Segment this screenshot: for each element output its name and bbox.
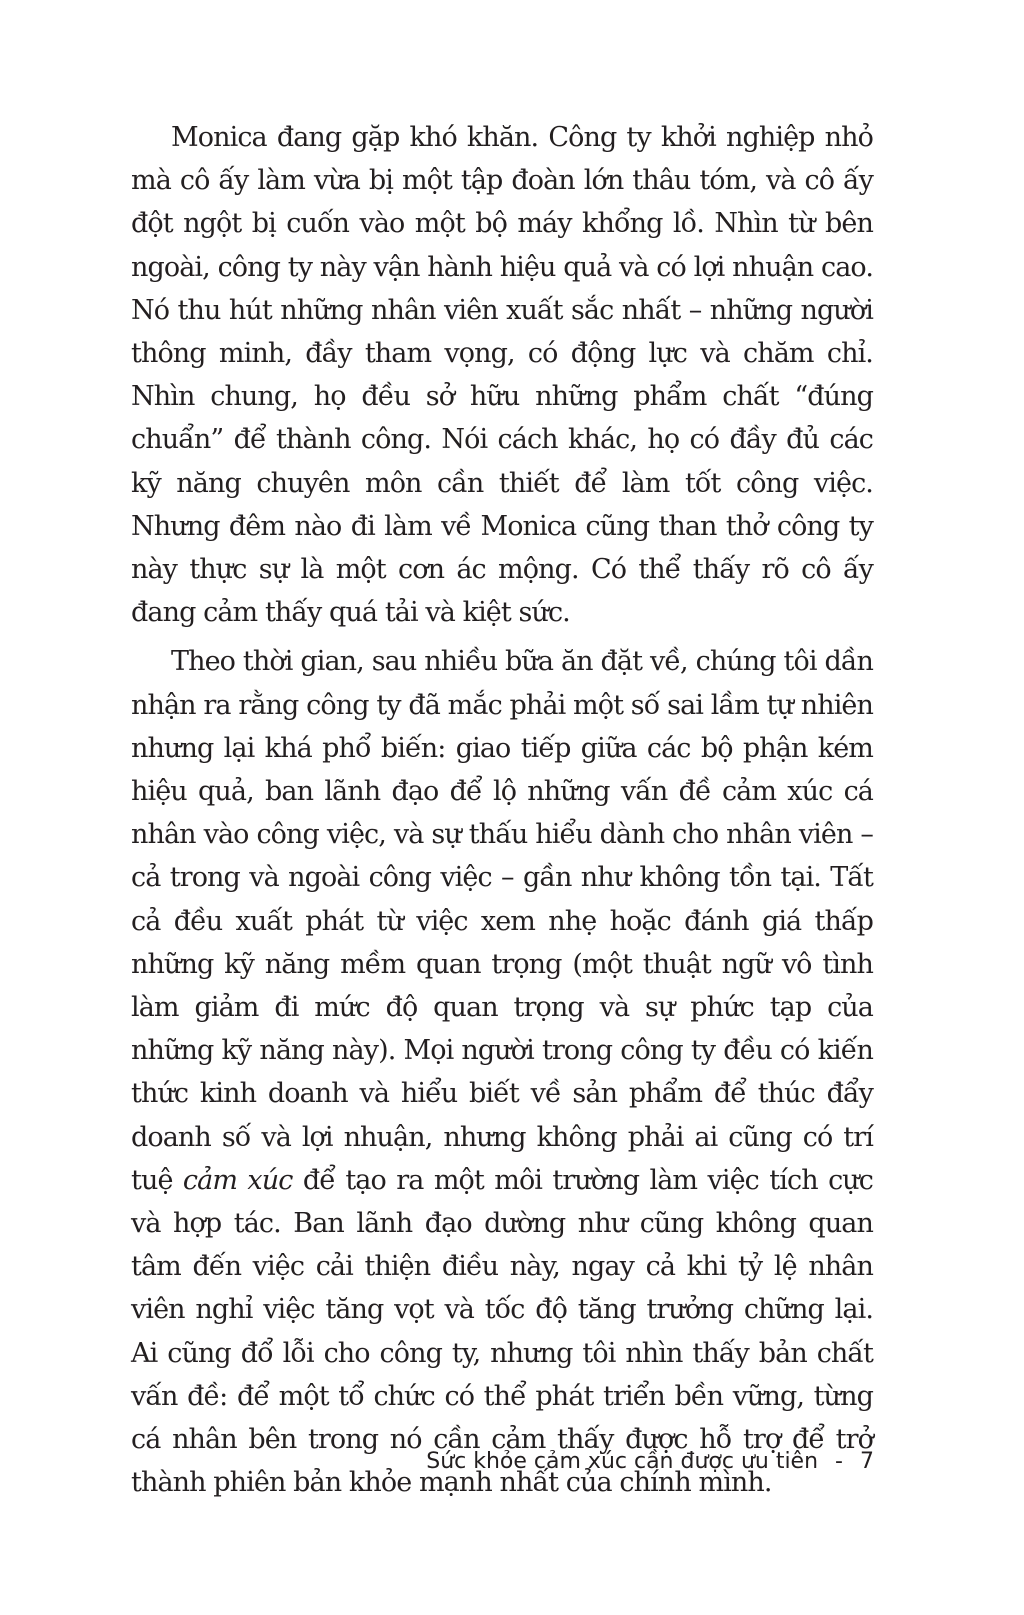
paragraph-2 bbox=[131, 640, 873, 1504]
paragraph-2-text-end: để tạo ra một môi trường làm việc tích cực và hợp tác. Ban lãnh đạo dường như cũng không quan tâm đến việc cải thiện điều này, ngay cả khi tỷ lệ nhân viên nghỉ việc tăng vọt và tốc độ tăng trưởng chững lại. Ai cũng đổ lỗi cho công ty, nhưng tôi nhìn thấy bản chất vấn đề: để một tổ chức có thể phát triển bền vững, từng cá nhân bên trong nó cần cảm thấy được hỗ trợ để trở thành phiên bản khỏe mạnh nhất của chính mình. bbox=[131, 1164, 874, 1499]
body-text bbox=[131, 116, 873, 1511]
paragraph-2-text-start: Theo thời gian, sau nhiều bữa ăn đặt về, chúng tôi dần nhận ra rằng công ty đã mắc phải một số sai lầm tự nhiên nhưng lại khá phổ biến: giao tiếp giữa các bộ phận kém hiệu quả, ban lãnh đạo để lộ những vấn đề cảm xúc cá nhân vào công việc, và sự thấu hiểu dành cho nhân viên – cả trong và ngoài công việc – gần như không tồn tại. Tất cả đều xuất phát từ việc xem nhẹ hoặc đánh giá thấp những kỹ năng mềm quan trọng (một thuật ngữ vô tình làm giảm đi mức độ quan trọng và sự phức tạp của những kỹ năng này). Mọi người trong công ty đều có kiến thức kinh doanh và hiểu biết về sản phẩm để thúc đẩy doanh số và lợi nhuận, nhưng không phải ai cũng có trí tuệ bbox=[131, 646, 873, 1196]
page-number: 7 bbox=[860, 1449, 874, 1474]
paragraph-1-text: Monica đang gặp khó khăn. Công ty khởi nghiệp nhỏ mà cô ấy làm vừa bị một tập đoàn lớn thâu tóm, và cô ấy đột ngột bị cuốn vào một bộ máy khổng lồ. Nhìn từ bên ngoài, công ty này vận hành hiệu quả và có lợi nhuận cao. Nó thu hút những nhân viên xuất sắc nhất – những người thông minh, đầy tham vọng, có động lực và chăm chỉ. Nhìn chung, họ đều sở hữu những phẩm chất “đúng chuẩn” để thành công. Nói cách khác, họ có đầy đủ các kỹ năng chuyên môn cần thiết để làm tốt công việc. Nhưng đêm nào đi làm về Monica cũng than thở công ty này thực sự là một cơn ác mộng. Có thể thấy rõ cô ấy đang cảm thấy quá tải và kiệt sức. bbox=[131, 122, 873, 629]
paragraph-1 bbox=[131, 116, 873, 634]
running-title: Sức khỏe cảm xúc cần được ưu tiên bbox=[426, 1449, 819, 1474]
paragraph-2-italic-phrase: cảm xúc bbox=[182, 1164, 293, 1196]
page-footer bbox=[426, 1449, 874, 1474]
footer-separator: - bbox=[835, 1449, 843, 1474]
